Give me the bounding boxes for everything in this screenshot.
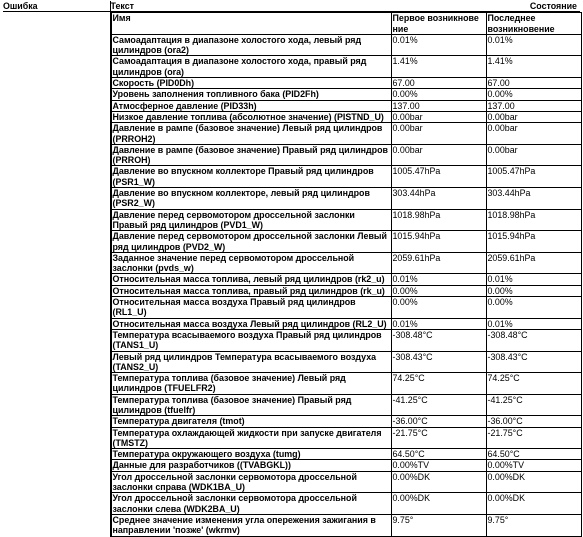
table-row: [111, 427, 581, 449]
cell-last: 0.00%: [486, 89, 581, 100]
cell-first: 67.00: [391, 78, 486, 89]
cell-name: Относительная масса топлива, левый ряд цилиндров (rk2_u): [111, 274, 391, 285]
table-row: [111, 471, 581, 493]
cell-name: Давление перед сервомотором дроссельной заслонки Левый ряд цилиндров (PVD2_W): [111, 231, 391, 253]
cell-last: 64.50°C: [486, 449, 581, 460]
report-header-row: [3, 1, 580, 12]
cell-last: 0.00%TV: [486, 460, 581, 471]
cell-last: 1005.47hPa: [486, 166, 581, 188]
header-text-cell: [110, 1, 580, 12]
table-row: [111, 351, 581, 373]
header-text: Текст: [110, 1, 135, 11]
cell-name: Самоадаптация в диапазоне холостого хода, правый ряд цилиндров (ora): [111, 56, 391, 78]
cell-last: -21.75°C: [486, 427, 581, 449]
header-error: Ошибка: [3, 1, 110, 12]
table-row: [111, 493, 581, 515]
cell-name: Самоадаптация в диапазоне холостого хода, левый ряд цилиндров (ora2): [111, 34, 391, 56]
table-row: [111, 144, 581, 166]
cell-first: 64.50°C: [391, 449, 486, 460]
table-row: [111, 274, 581, 285]
cell-first: 0.01%: [391, 318, 486, 329]
cell-first: 1005.47hPa: [391, 166, 486, 188]
table-row: [111, 111, 581, 122]
table-row: [111, 166, 581, 188]
cell-first: 2059.61hPa: [391, 252, 486, 274]
table-row: [111, 78, 581, 89]
table-row: [111, 231, 581, 253]
table-row: [111, 285, 581, 296]
cell-name: Температура топлива (базовое значение) Левый ряд цилиндров (TFUELFR2): [111, 373, 391, 395]
cell-name: Угол дроссельной заслонки сервомотора дроссельной заслонки слева (WDK2BA_U): [111, 493, 391, 515]
cell-last: 0.00bar: [486, 144, 581, 166]
column-header-row: [111, 13, 581, 35]
table-row: [111, 297, 581, 319]
column-first: Первое возникнове ние: [391, 13, 486, 35]
table-row: [111, 100, 581, 111]
cell-name: Угол дроссельной заслонки сервомотора дроссельной заслонки справа (WDK1BA_U): [111, 471, 391, 493]
cell-name: Заданное значение перед сервомотором дроссельной заслонки (pvds_w): [111, 252, 391, 274]
details-cell: [110, 12, 580, 537]
cell-last: 0.00%: [486, 297, 581, 319]
cell-last: 67.00: [486, 78, 581, 89]
cell-first: -36.00°C: [391, 416, 486, 427]
cell-first: 0.01%: [391, 274, 486, 285]
cell-first: -308.43°C: [391, 351, 486, 373]
cell-first: 0.01%: [391, 34, 486, 56]
cell-name: Данные для разработчиков ((TVABGKL)): [111, 460, 391, 471]
cell-last: 0.01%: [486, 34, 581, 56]
cell-last: -308.48°C: [486, 329, 581, 351]
cell-first: 137.00: [391, 100, 486, 111]
cell-name: Температура окружающего воздуха (tumg): [111, 449, 391, 460]
cell-last: 0.01%: [486, 318, 581, 329]
table-row: [111, 188, 581, 210]
cell-first: -21.75°C: [391, 427, 486, 449]
header-state: Состояние: [529, 1, 577, 11]
environment-data-table: [111, 12, 582, 536]
cell-name: Температура всасываемого воздуха Правый ряд цилиндров (TANS1_U): [111, 329, 391, 351]
cell-last: 0.00bar: [486, 111, 581, 122]
table-row: [111, 252, 581, 274]
fault-report-table: [3, 1, 580, 537]
cell-last: 0.00%: [486, 285, 581, 296]
cell-first: 1015.94hPa: [391, 231, 486, 253]
cell-last: 0.00%DK: [486, 493, 581, 515]
cell-first: 0.00%TV: [391, 460, 486, 471]
cell-first: 74.25°C: [391, 373, 486, 395]
cell-last: 9.75°: [486, 514, 581, 536]
table-row: [111, 56, 581, 78]
cell-first: 0.00%: [391, 285, 486, 296]
table-row: [111, 123, 581, 145]
cell-last: 0.01%: [486, 274, 581, 285]
cell-last: 74.25°C: [486, 373, 581, 395]
cell-first: -308.48°C: [391, 329, 486, 351]
cell-name: Давление во впускном коллекторе Правый ряд цилиндров (PSR1_W): [111, 166, 391, 188]
cell-name: Скорость (PID0Dh): [111, 78, 391, 89]
cell-last: 137.00: [486, 100, 581, 111]
table-row: [111, 89, 581, 100]
table-row: [111, 318, 581, 329]
cell-name: Атмосферное давление (PID33h): [111, 100, 391, 111]
cell-first: 0.00%: [391, 89, 486, 100]
cell-name: Уровень заполнения топливного бака (PID2Fh): [111, 89, 391, 100]
cell-name: Давление перед сервомотором дроссельной заслонки Правый ряд цилиндров (PVD1_W): [111, 209, 391, 231]
cell-name: Температура охлаждающей жидкости при запуске двигателя (TMSTZ): [111, 427, 391, 449]
cell-name: Давление во впускном коллекторе, левый ряд цилиндров (PSR2_W): [111, 188, 391, 210]
cell-name: Относительная масса воздуха Правый ряд цилиндров (RL1_U): [111, 297, 391, 319]
cell-name: Среднее значение изменения угла опережения зажигания в направлении 'позже' (wkrmv): [111, 514, 391, 536]
table-row: [111, 416, 581, 427]
cell-name: Давление в рампе (базовое значение) Левый ряд цилиндров (PRROH2): [111, 123, 391, 145]
table-row: [111, 394, 581, 416]
cell-name: Относительная масса топлива, правый ряд цилиндров (rk_u): [111, 285, 391, 296]
cell-first: -41.25°C: [391, 394, 486, 416]
report-body-row: [3, 12, 580, 537]
cell-first: 0.00bar: [391, 123, 486, 145]
table-row: [111, 460, 581, 471]
cell-first: 0.00%DK: [391, 493, 486, 515]
cell-last: 2059.61hPa: [486, 252, 581, 274]
cell-first: 0.00%: [391, 297, 486, 319]
cell-last: -41.25°C: [486, 394, 581, 416]
cell-last: 1015.94hPa: [486, 231, 581, 253]
cell-name: Температура топлива (базовое значение) Правый ряд цилиндров (tfuelfr): [111, 394, 391, 416]
cell-last: 1018.98hPa: [486, 209, 581, 231]
cell-first: 303.44hPa: [391, 188, 486, 210]
table-row: [111, 514, 581, 536]
cell-last: 0.00%DK: [486, 471, 581, 493]
table-row: [111, 209, 581, 231]
error-cell: [3, 12, 110, 537]
table-row: [111, 373, 581, 395]
cell-last: -36.00°C: [486, 416, 581, 427]
cell-last: -308.43°C: [486, 351, 581, 373]
cell-name: Относительная масса воздуха Левый ряд цилиндров (RL2_U): [111, 318, 391, 329]
table-row: [111, 329, 581, 351]
column-name: Имя: [111, 13, 391, 35]
cell-first: 9.75°: [391, 514, 486, 536]
cell-name: Давление в рампе (базовое значение) Правый ряд цилиндров (PRROH): [111, 144, 391, 166]
cell-name: Левый ряд цилиндров Температура всасываемого воздуха (TANS2_U): [111, 351, 391, 373]
column-last: Последнее возникновение: [486, 13, 581, 35]
cell-first: 1018.98hPa: [391, 209, 486, 231]
cell-last: 1.41%: [486, 56, 581, 78]
table-row: [111, 449, 581, 460]
cell-first: 1.41%: [391, 56, 486, 78]
cell-name: Температура двигателя (tmot): [111, 416, 391, 427]
cell-name: Низкое давление топлива (абсолютное значение) (PISTND_U): [111, 111, 391, 122]
cell-first: 0.00bar: [391, 144, 486, 166]
cell-last: 0.00bar: [486, 123, 581, 145]
cell-first: 0.00%DK: [391, 471, 486, 493]
cell-first: 0.00bar: [391, 111, 486, 122]
table-row: [111, 34, 581, 56]
cell-last: 303.44hPa: [486, 188, 581, 210]
